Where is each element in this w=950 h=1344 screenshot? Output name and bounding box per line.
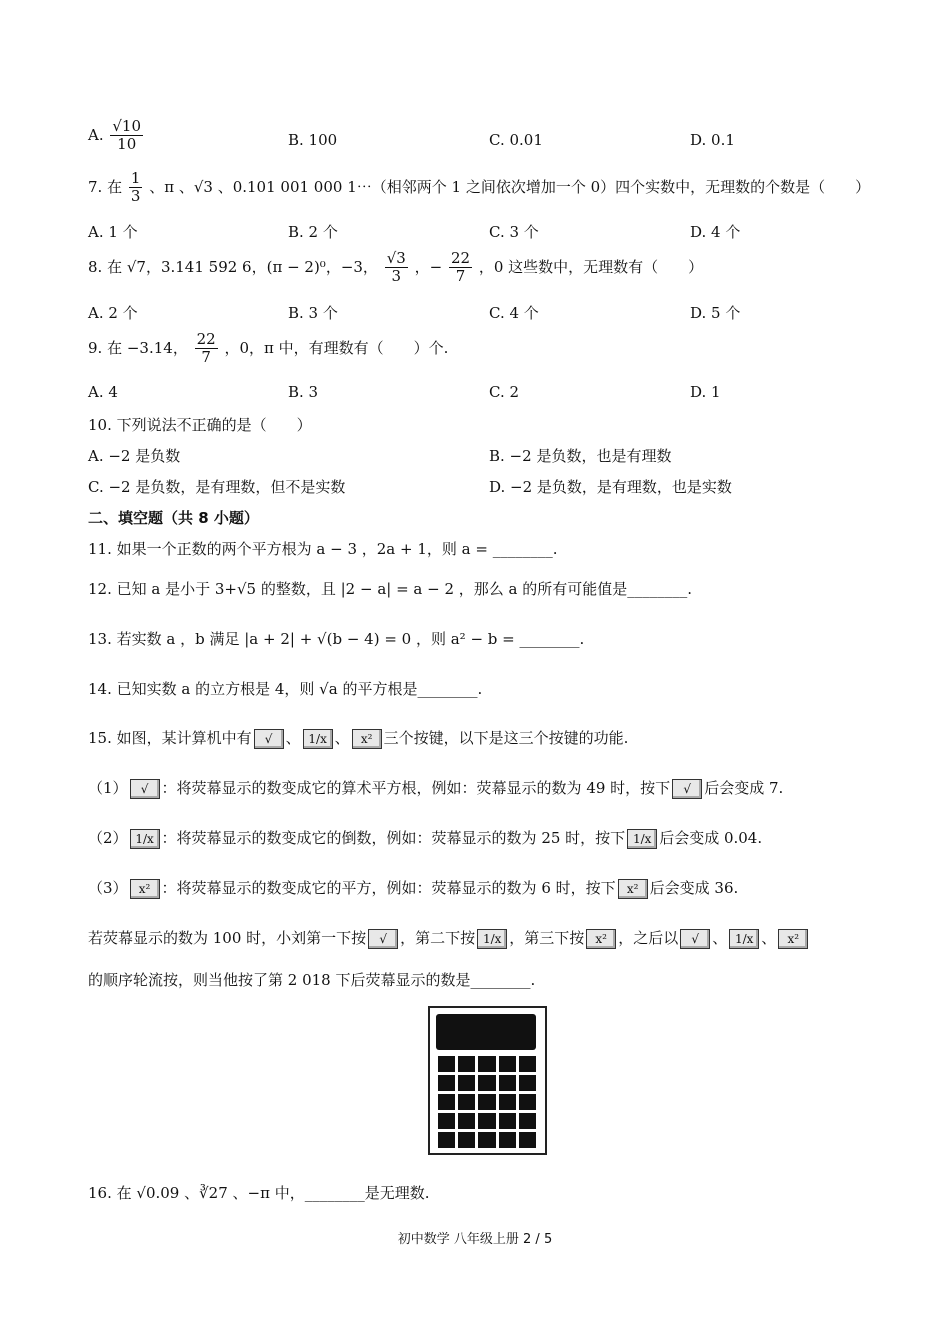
q16: 16. 在 √0.09 、∛27 、−π 中，________是无理数. — [88, 1184, 430, 1202]
sqrt-key-icon: √ — [254, 729, 284, 749]
reciprocal-key-icon: 1/x — [477, 929, 507, 949]
q7-option-c: C. 3 个 — [489, 223, 539, 241]
q8-option-b: B. 3 个 — [288, 304, 338, 322]
q10-option-b: B. −2 是负数，也是有理数 — [489, 447, 672, 465]
q6-option-a: A. $\frac{√10}{10}$ — [88, 117, 142, 154]
sqrt-key-icon: √ — [672, 779, 702, 799]
square-key-icon: x² — [778, 929, 808, 949]
page-footer: 初中数学 八年级上册 2 / 5 — [397, 1232, 553, 1247]
q10-option-d: D. −2 是负数，是有理数，也是实数 — [489, 478, 732, 496]
reciprocal-key-icon: 1/x — [729, 929, 759, 949]
q8-stem: 8. 在 √7，3.141 592 6，(π − 2)⁰，−3， $\frac{√3}{3}$ ，− $\frac{22}{7}$ ，0 这些数中，无理数有（ ） — [88, 249, 704, 286]
q10-option-a: A. −2 是负数 — [88, 447, 181, 465]
q15-line-2: （2） 1/x ：将荧幕显示的数变成它的倒数，例如：荧幕显示的数为 25 时，按下 1/x 后会变成 0.04. — [88, 829, 763, 847]
q8-option-c: C. 4 个 — [489, 304, 539, 322]
q6-option-d: D. 0.1 — [690, 131, 735, 149]
q6-option-c: C. 0.01 — [489, 131, 543, 149]
q15-line-5: 的顺序轮流按，则当他按了第 2 018 下后荧幕显示的数是________. — [88, 971, 536, 989]
reciprocal-key-icon: 1/x — [627, 829, 657, 849]
q7-option-d: D. 4 个 — [690, 223, 741, 241]
q6-option-b: B. 100 — [288, 131, 338, 149]
q9-stem: 9. 在 −3.14， $\frac{22}{7}$ ，0，π 中，有理数有（ ）个. — [88, 330, 449, 367]
q13: 13. 若实数 a ，b 满足 |a + 2| + √(b − 4) = 0 ，则 a² − b = ________. — [88, 630, 585, 648]
q9-option-d: D. 1 — [690, 383, 721, 401]
q15-line-4: 若荧幕显示的数为 100 时，小刘第一下按 √ ，第二下按 1/x ，第三下按 x² ，之后以 √ 、 1/x 、 x² — [88, 927, 810, 949]
reciprocal-key-icon: 1/x — [303, 729, 333, 749]
q15-stem: 15. 如图，某计算机中有 √ 、 1/x 、 x² 三个按键，以下是这三个按键的功能. — [88, 729, 629, 747]
square-key-icon: x² — [130, 879, 160, 899]
q10-stem: 10. 下列说法不正确的是（ ） — [88, 416, 312, 434]
calculator-keypad — [438, 1056, 536, 1148]
q14: 14. 已知实数 a 的立方根是 4，则 √a 的平方根是________. — [88, 680, 483, 698]
q8-option-d: D. 5 个 — [690, 304, 741, 322]
q7-stem: 7. 在 $\frac{1}{3}$ 、π 、√3 、0.101 001 000 1⋯（相邻两个 1 之间依次增加一个 0）四个实数中，无理数的个数是（ ） — [88, 169, 871, 206]
q15-line-1: （1） √ ：将荧幕显示的数变成它的算术平方根，例如：荧幕显示的数为 49 时，按下 √ 后会变成 7. — [88, 779, 784, 797]
q12: 12. 已知 a 是小于 3+√5 的整数，且 |2 − a| = a − 2 ，那么 a 的所有可能值是________. — [88, 580, 693, 598]
q10-option-c: C. −2 是负数，是有理数，但不是实数 — [88, 478, 346, 496]
q9-option-a: A. 4 — [88, 383, 118, 401]
q15-line-3: （3） x² ：将荧幕显示的数变成它的平方，例如：荧幕显示的数为 6 时，按下 x² 后会变成 36. — [88, 879, 739, 897]
q7-option-b: B. 2 个 — [288, 223, 338, 241]
square-key-icon: x² — [618, 879, 648, 899]
q8-option-a: A. 2 个 — [88, 304, 138, 322]
reciprocal-key-icon: 1/x — [130, 829, 160, 849]
q7-option-a: A. 1 个 — [88, 223, 138, 241]
section-heading: 二、填空题（共 8 小题） — [88, 509, 259, 527]
square-key-icon: x² — [352, 729, 382, 749]
q9-option-c: C. 2 — [489, 383, 520, 401]
q11: 11. 如果一个正数的两个平方根为 a − 3 ，2a + 1，则 a = ________. — [88, 540, 558, 558]
calculator-icon — [428, 1006, 547, 1155]
sqrt-key-icon: √ — [368, 929, 398, 949]
q9-option-b: B. 3 — [288, 383, 319, 401]
sqrt-key-icon: √ — [680, 929, 710, 949]
square-key-icon: x² — [586, 929, 616, 949]
calculator-screen — [436, 1014, 536, 1050]
sqrt-key-icon: √ — [130, 779, 160, 799]
